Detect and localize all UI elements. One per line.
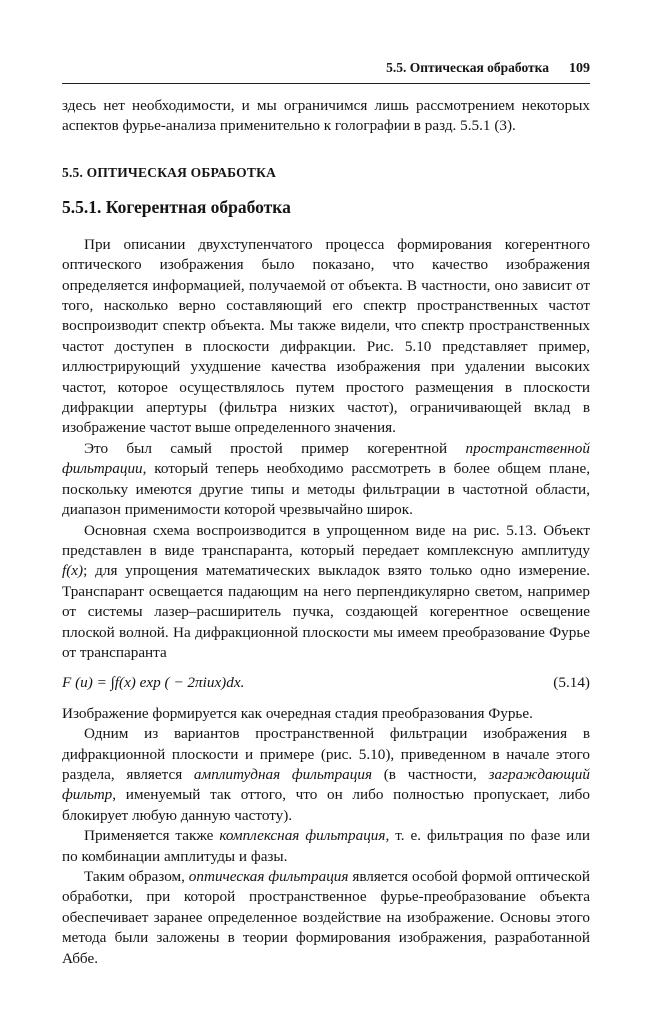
paragraph-5-text-c: , именуемый так оттого, что он либо полностью пропускает, либо блокирует любую данную частоту). [62,786,590,824]
page-number: 109 [569,61,590,76]
book-page [62,58,590,969]
subsection-heading: 5.5.1. Когерентная обработка [62,196,291,217]
paragraph-5 [62,724,590,826]
paragraph-3 [62,521,590,664]
paragraph-4: Изображение формируется как очередная стадия преобразования Фурье. [62,704,533,722]
running-head [62,58,590,84]
paragraph-7-text-a: Таким образом, [84,868,189,885]
paragraph-6 [62,826,590,867]
paragraph-1: При описании двухступенчатого процесса формирования когерентного оптического изображения было показано, что качество изображения определяется информацией, получаемой от объекта. В частности, оно зависит от того, насколько верно составляющий его спектр пространственных частот воспроизводит спектр объекта. Мы также видели, что спектр пространственных частот доступен в плоскости дифракции. Рис. 5.10 представляет пример, иллюстрирующий ухудшение качества изображения при удалении высоких частот, которое осуществлялось путем простого размещения в плоскости дифракции апертуры (фильтра низких частот), ограничивающей вклад в изображение частот выше определенного значения. [62,235,590,437]
paragraph-6-text-b: , т. е. фильтрация по фазе или по комбинации амплитуды и фазы. [62,827,591,865]
paragraph-5-text-b: (в частности, [372,765,489,783]
paragraph-3-math: f(x) [62,562,84,580]
paragraph-2 [62,439,590,521]
paragraph-7 [62,867,590,969]
paragraph-7-text-b: является особой формой оптической обработки, при которой пространственное фурье-преобразование объекта обеспечивает заранее определенное воздействие на изображение. Основы этого метода были заложены в теории формирования изображения, разработанной Аббе. [62,868,590,967]
paragraph-7-emphasis: оптическая фильтрация [188,868,349,885]
equation-body: F (u) = ∫f(x) exp ( − 2πiux)dx. [62,674,245,692]
paragraph-2-text-b: , который теперь необходимо рассмотреть в более общем плане, поскольку имеются другие типы и методы фильтрации в частотной области, диапазон применимости которой чрезвычайно широк. [62,460,590,519]
equation-5-14 [62,673,590,693]
paragraph-3-text-a: Основная схема воспроизводится в упрощенном виде на рис. 5.13. Объект представлен в виде транспаранта, который передает комплексную амплитуду [62,521,590,559]
section-heading: 5.5. ОПТИЧЕСКАЯ ОБРАБОТКА [62,164,277,180]
equation-number: (5.14) [553,674,590,692]
paragraph-5-text-a: Одним из вариантов пространственной фильтрации изображения в дифракционной плоскости и примере (рис. 5.10), приведенном в начале этого раздела, является [62,725,590,783]
paragraph-2-text-a: Это был самый простой пример когерентной [84,439,466,457]
paragraph-5-emphasis-2: заграждающий фильтр [62,765,590,804]
paragraph-6-text-a: Применяется также [84,827,220,845]
paragraph-3-text-b: ; для упрощения математических выкладок взято только одно измерение. Транспарант освещается падающим на него перпендикулярно светом, например от системы лазер–расширитель пучка, создающей когерентное освещение плоской волной. На дифракционной плоскости мы имеем преобразование Фурье от транспаранта [62,562,590,661]
paragraph-2-emphasis: пространственной фильтрации [62,439,590,478]
running-head-section: 5.5. Оптическая обработка [386,60,549,75]
paragraph-5-emphasis-1: амплитудная фильтрация [193,765,373,783]
paragraph-6-emphasis: комплексная фильтрация [219,827,386,845]
intro-paragraph: здесь нет необходимости, и мы ограничимся лишь рассмотрением некоторых аспектов фурье-анализа применительно к голографии в разд. 5.5.1 (3). [62,97,590,135]
